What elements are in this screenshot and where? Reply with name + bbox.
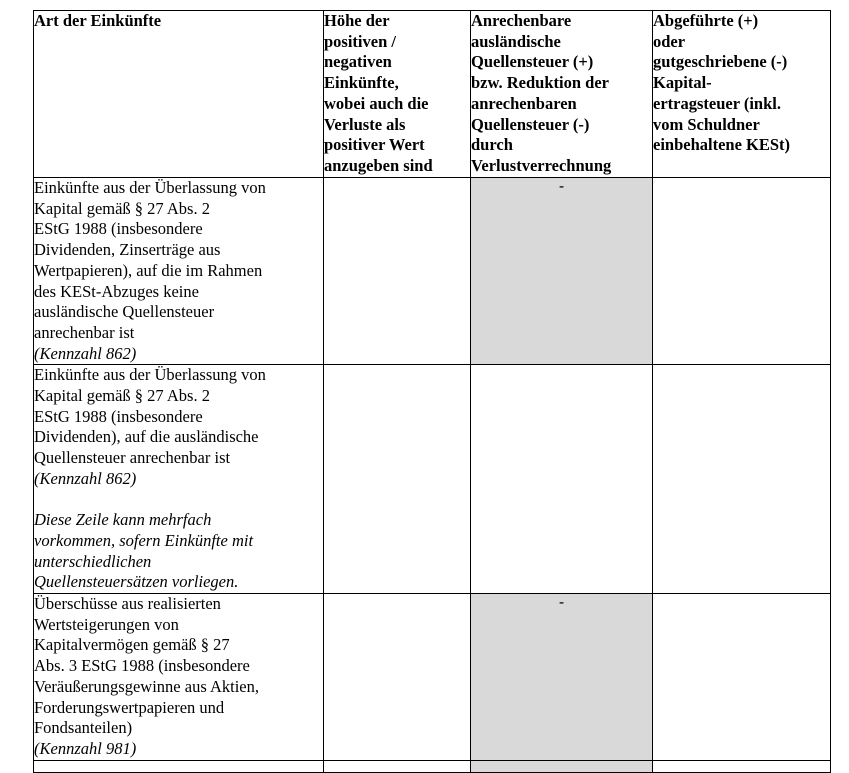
header-row	[34, 11, 831, 178]
amount-cell[interactable]	[324, 178, 471, 365]
kennzahl-code: (Kennzahl 862)	[34, 468, 137, 488]
header-amount-line: wobei auch die	[324, 93, 429, 113]
header-capital-gains-tax	[653, 11, 831, 178]
header-foreign-tax-line: Verlustverrechnung	[471, 155, 612, 175]
header-kest-line: ertragsteuer (inkl.	[653, 93, 781, 113]
foreign-tax-cell-disabled: -	[471, 594, 653, 761]
income-line: Wertpapieren), auf die im Rahmen	[34, 260, 263, 280]
income-line: Kapitalvermögen gemäß § 27	[34, 635, 230, 655]
header-kest-line: Abgeführte (+)	[653, 11, 759, 30]
kest-cell[interactable]	[653, 594, 831, 761]
income-line: Dividenden, Zinserträge aus	[34, 240, 221, 260]
header-amount-line: positiver Wert	[324, 135, 425, 155]
income-line: Kapital gemäß § 27 Abs. 2	[34, 198, 210, 218]
header-amount-line: positiven /	[324, 31, 396, 51]
header-foreign-tax-line: durch	[471, 135, 513, 155]
income-line: ausländische Quellensteuer	[34, 302, 215, 322]
header-foreign-tax-line: Anrechenbare	[471, 11, 572, 30]
header-kest-line: einbehaltene KESt)	[653, 135, 791, 155]
income-line: Veräußerungsgewinne aus Aktien,	[34, 676, 259, 696]
income-type-cell	[34, 178, 324, 365]
header-income-type-line: Art der Einkünfte	[34, 11, 162, 30]
header-foreign-tax-line: Quellensteuer (-)	[471, 114, 590, 134]
income-line: EStG 1988 (insbesondere	[34, 406, 203, 426]
header-kest-line: gutgeschriebene (-)	[653, 52, 788, 72]
income-line: Forderungswertpapieren und	[34, 697, 225, 717]
table-row	[34, 594, 831, 761]
income-type-cell	[34, 760, 324, 772]
income-line: anrechenbar ist	[34, 322, 135, 342]
income-line: Dividenden), auf die ausländische	[34, 427, 259, 447]
header-kest-line: oder	[653, 31, 686, 51]
amount-cell[interactable]	[324, 760, 471, 772]
table-row-partial	[34, 760, 831, 772]
header-foreign-tax	[471, 11, 653, 178]
note-line: vorkommen, sofern Einkünfte mit	[34, 530, 254, 550]
kennzahl-code: (Kennzahl 981)	[34, 738, 137, 758]
header-kest-line: vom Schuldner	[653, 114, 760, 134]
foreign-tax-cell[interactable]	[471, 365, 653, 594]
foreign-tax-cell-disabled	[471, 760, 653, 772]
note-line: Diese Zeile kann mehrfach	[34, 510, 212, 530]
income-line: EStG 1988 (insbesondere	[34, 219, 203, 239]
header-income-type	[34, 11, 324, 178]
note-line: Quellensteuersätzen vorliegen.	[34, 572, 239, 592]
header-kest-line: Kapital-	[653, 73, 712, 93]
income-type-cell	[34, 365, 324, 594]
income-line: Einkünfte aus der Überlassung von	[34, 365, 266, 385]
note-line: unterschiedlichen	[34, 551, 152, 571]
table-row	[34, 365, 831, 594]
income-line: Fondsanteilen)	[34, 718, 133, 738]
kest-cell[interactable]	[653, 365, 831, 594]
kest-cell[interactable]	[653, 760, 831, 772]
income-line: Wertsteigerungen von	[34, 614, 179, 634]
header-amount-line: Verluste als	[324, 114, 406, 134]
header-foreign-tax-line: bzw. Reduktion der	[471, 73, 609, 93]
table-row	[34, 178, 831, 365]
kest-cell[interactable]	[653, 178, 831, 365]
header-amount-line: Einkünfte,	[324, 73, 399, 93]
income-line: Einkünfte aus der Überlassung von	[34, 178, 266, 197]
spacer	[34, 490, 323, 511]
header-amount-line: anzugeben sind	[324, 155, 433, 175]
header-amount-line: Höhe der	[324, 11, 390, 30]
kennzahl-code: (Kennzahl 862)	[34, 343, 137, 363]
header-foreign-tax-line: Quellensteuer (+)	[471, 52, 594, 72]
income-line: Quellensteuer anrechenbar ist	[34, 448, 231, 468]
header-amount-line: negativen	[324, 52, 392, 72]
amount-cell[interactable]	[324, 594, 471, 761]
income-line: Kapital gemäß § 27 Abs. 2	[34, 386, 210, 406]
income-line: des KESt-Abzuges keine	[34, 281, 199, 301]
header-foreign-tax-line: anrechenbaren	[471, 93, 577, 113]
income-table	[33, 10, 831, 773]
income-type-cell	[34, 594, 324, 761]
income-line: Abs. 3 EStG 1988 (insbesondere	[34, 656, 250, 676]
header-foreign-tax-line: ausländische	[471, 31, 561, 51]
income-line: Überschüsse aus realisierten	[34, 594, 221, 614]
header-amount	[324, 11, 471, 178]
foreign-tax-cell-disabled: -	[471, 178, 653, 365]
amount-cell[interactable]	[324, 365, 471, 594]
